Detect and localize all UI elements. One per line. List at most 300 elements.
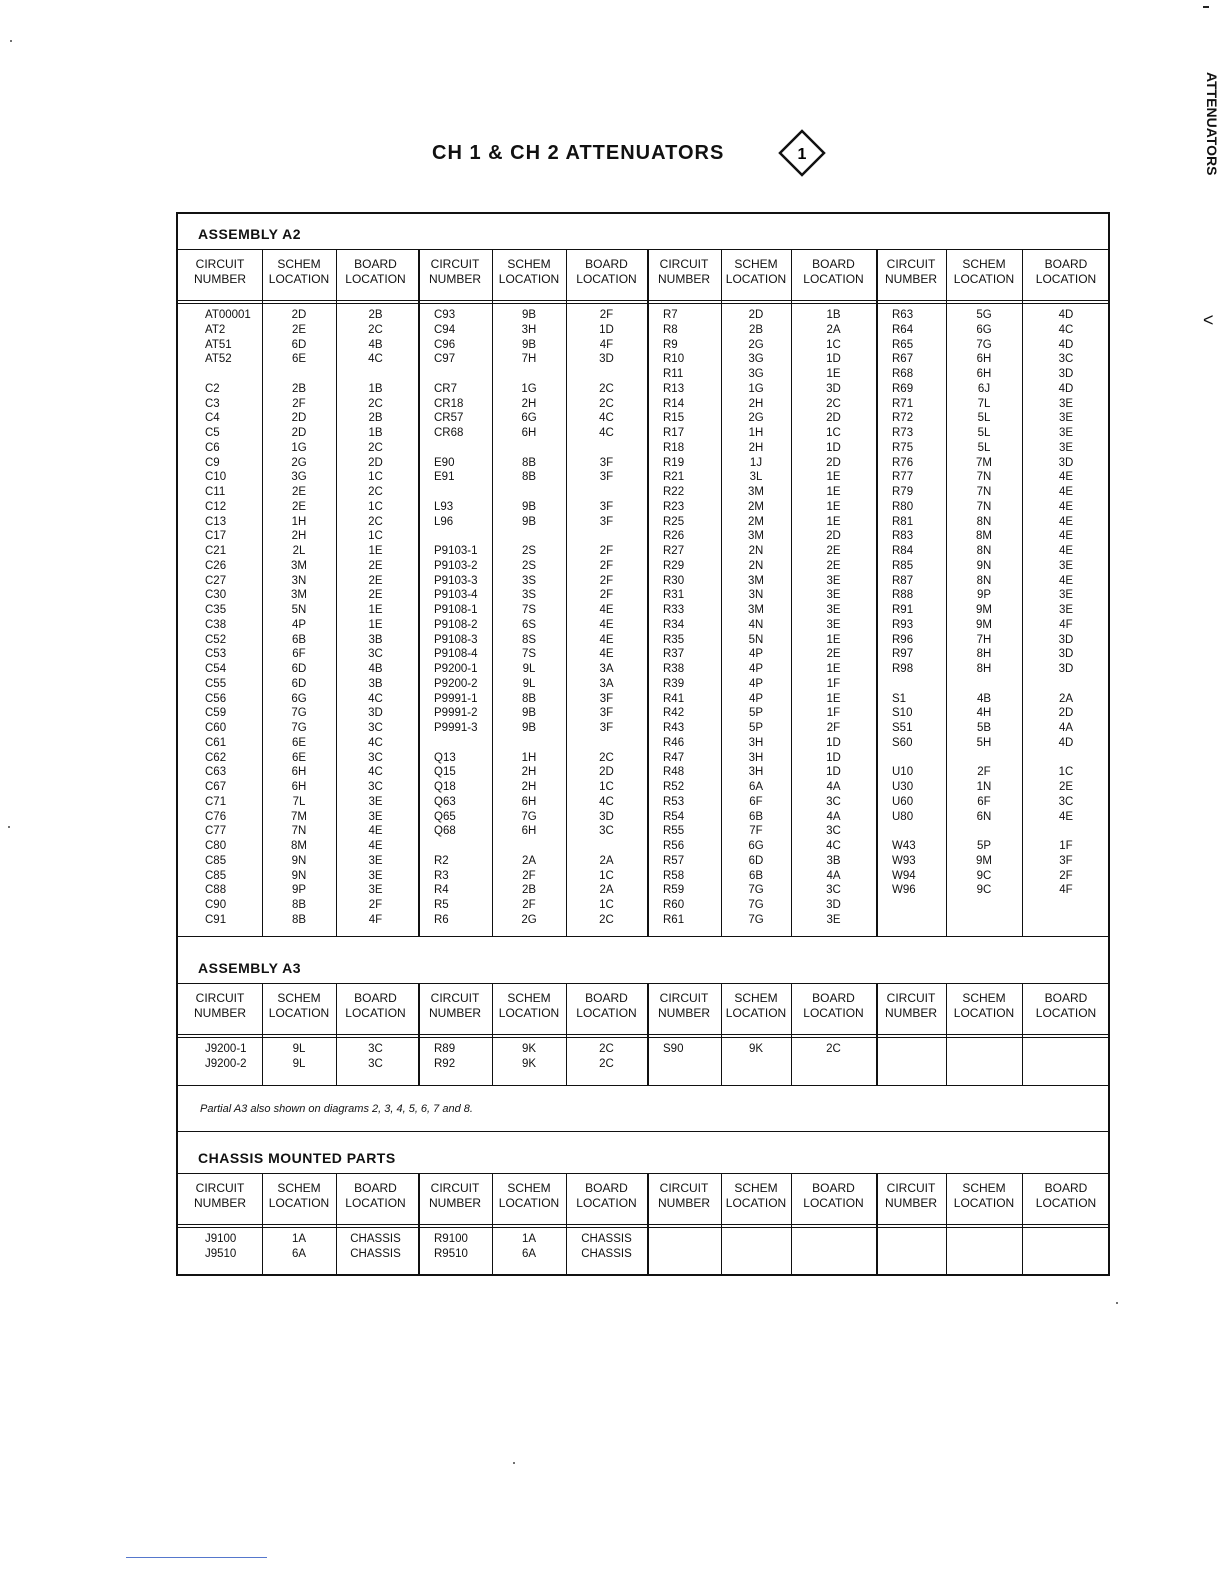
table-cell: 1E bbox=[826, 486, 841, 498]
table-cell: 3N bbox=[291, 574, 307, 587]
a3-header-rule bbox=[178, 1034, 1108, 1035]
table-cell: 4P bbox=[748, 692, 764, 705]
header-line-2: NUMBER bbox=[193, 1196, 246, 1210]
a3-group-1-board-column bbox=[336, 1042, 415, 1072]
table-cell: 3F bbox=[599, 500, 614, 513]
header-line-1: BOARD bbox=[812, 257, 855, 271]
table-cell: 7H bbox=[976, 633, 992, 646]
table-cell: C88 bbox=[205, 884, 227, 897]
a2-group-3-circuit-column bbox=[663, 308, 719, 928]
table-cell: 3S bbox=[521, 574, 537, 587]
table-cell: 6H bbox=[521, 795, 537, 808]
table-cell: 4H bbox=[976, 707, 992, 720]
table-cell: 1C bbox=[826, 427, 841, 439]
table-cell bbox=[566, 839, 647, 854]
table-cell: R79 bbox=[892, 486, 914, 498]
a3-title: ASSEMBLY A3 bbox=[198, 960, 302, 976]
table-cell: U10 bbox=[892, 766, 914, 779]
a2-group-3-schem-column bbox=[721, 308, 791, 928]
table-cell: 1B bbox=[368, 427, 383, 439]
table-cell: U30 bbox=[892, 781, 914, 793]
header-line-2: LOCATION bbox=[1035, 1196, 1097, 1210]
chassis-group-2-schem-column bbox=[492, 1232, 566, 1262]
table-cell: 6H bbox=[291, 766, 307, 779]
table-cell: 3E bbox=[368, 869, 383, 882]
table-cell: R60 bbox=[663, 899, 685, 911]
table-cell: C6 bbox=[205, 441, 220, 454]
table-cell: 4F bbox=[599, 338, 614, 351]
a3-header-board bbox=[1022, 991, 1110, 1021]
table-cell: C9 bbox=[205, 456, 220, 469]
table-cell: R5 bbox=[434, 899, 449, 911]
table-cell: 9N bbox=[976, 559, 992, 572]
header-line-1: BOARD bbox=[585, 257, 628, 271]
table-cell: 6J bbox=[977, 382, 991, 395]
table-cell: 9L bbox=[292, 1057, 306, 1070]
table-cell: R93 bbox=[892, 618, 914, 631]
table-cell: 1J bbox=[749, 456, 763, 469]
table-cell: 8H bbox=[976, 663, 992, 675]
table-cell: 4P bbox=[748, 677, 764, 690]
table-cell: 7N bbox=[291, 825, 307, 838]
table-cell: 3S bbox=[521, 589, 537, 602]
table-cell bbox=[946, 677, 1022, 692]
table-cell: 4E bbox=[1058, 486, 1074, 498]
table-cell bbox=[566, 367, 647, 382]
table-cell: 7F bbox=[749, 825, 763, 838]
table-cell: C54 bbox=[205, 663, 227, 675]
table-cell: R22 bbox=[663, 486, 685, 498]
table-cell: C5 bbox=[205, 427, 220, 439]
table-cell: 3M bbox=[748, 486, 764, 498]
table-cell: S51 bbox=[892, 722, 913, 734]
table-cell bbox=[262, 367, 336, 382]
table-cell: 3D bbox=[1058, 648, 1074, 661]
table-cell: 3E bbox=[368, 884, 383, 897]
table-cell: 1E bbox=[368, 545, 383, 557]
a3-header-board bbox=[791, 991, 876, 1021]
table-cell: 7S bbox=[521, 648, 537, 661]
table-cell: 6E bbox=[291, 751, 307, 764]
table-cell: 9L bbox=[522, 663, 536, 675]
chassis-header-rule bbox=[178, 1224, 1108, 1225]
table-cell: 6B bbox=[291, 633, 307, 646]
table-cell: C60 bbox=[205, 722, 227, 734]
header-line-2: LOCATION bbox=[725, 272, 787, 286]
table-cell: 4A bbox=[826, 781, 841, 793]
table-cell: 1E bbox=[826, 633, 841, 646]
table-cell: 6S bbox=[521, 618, 537, 631]
header-line-2: NUMBER bbox=[428, 1006, 481, 1020]
a2-header-board bbox=[791, 257, 876, 287]
header-line-2: LOCATION bbox=[345, 272, 406, 286]
table-cell: 2A bbox=[599, 854, 614, 867]
a2-group-4-board-column bbox=[1022, 308, 1110, 898]
table-cell: 4C bbox=[826, 840, 841, 852]
a3-header-circuit bbox=[178, 991, 262, 1021]
table-cell: P9200-2 bbox=[434, 677, 478, 690]
table-cell: 4E bbox=[1058, 545, 1074, 557]
table-cell: 3F bbox=[599, 707, 614, 720]
table-cell: 4A bbox=[826, 810, 841, 823]
table-cell bbox=[492, 367, 566, 382]
table-cell: C4 bbox=[205, 412, 220, 425]
a3-group-3-circuit-column bbox=[663, 1042, 719, 1057]
chassis-header-board bbox=[336, 1181, 415, 1211]
header-line-1: BOARD bbox=[354, 991, 397, 1005]
table-cell: R25 bbox=[663, 515, 685, 528]
table-cell: 2E bbox=[291, 486, 307, 498]
table-cell: 4D bbox=[1058, 736, 1074, 749]
table-cell: 9P bbox=[291, 884, 307, 897]
a2-header-rule bbox=[178, 300, 1108, 301]
a2-group-2-schem-column bbox=[492, 308, 566, 928]
table-cell: 3D bbox=[826, 899, 841, 911]
table-cell: 2C bbox=[599, 397, 614, 410]
a2-header-board bbox=[336, 257, 415, 287]
table-cell: C56 bbox=[205, 692, 227, 705]
table-cell: 9K bbox=[748, 1043, 764, 1055]
table-cell: 3F bbox=[599, 515, 614, 528]
header-line-1: CIRCUIT bbox=[886, 1181, 936, 1195]
table-cell: 3E bbox=[368, 810, 383, 823]
table-cell bbox=[492, 485, 566, 500]
table-cell: 1C bbox=[368, 500, 383, 513]
table-cell: 4E bbox=[1058, 574, 1074, 587]
a2-group-4-schem-column bbox=[946, 308, 1022, 898]
chassis-header-schem bbox=[492, 1181, 566, 1211]
header-line-2: NUMBER bbox=[428, 1196, 481, 1210]
table-cell: R72 bbox=[892, 412, 914, 425]
table-cell: P9108-2 bbox=[434, 618, 478, 631]
table-cell: C26 bbox=[205, 559, 227, 572]
table-cell: 3C bbox=[368, 1057, 383, 1070]
table-cell: 4E bbox=[599, 604, 614, 616]
a3-group-3-board-column bbox=[791, 1042, 876, 1057]
table-cell: 4C bbox=[368, 353, 383, 366]
table-cell: 4C bbox=[368, 692, 383, 705]
a3-group-2-schem-column bbox=[492, 1042, 566, 1072]
table-cell: R75 bbox=[892, 441, 914, 454]
table-cell: 3H bbox=[748, 766, 764, 779]
table-cell: 9M bbox=[976, 618, 992, 631]
table-cell: R73 bbox=[892, 427, 914, 439]
table-cell: 2E bbox=[826, 559, 841, 572]
header-line-1: SCHEM bbox=[962, 1181, 1006, 1195]
table-cell: R71 bbox=[892, 397, 914, 410]
a3-bottom-rule bbox=[178, 1085, 1108, 1086]
header-line-1: CIRCUIT bbox=[430, 1181, 480, 1195]
table-cell: R17 bbox=[663, 427, 685, 439]
header-line-2: LOCATION bbox=[345, 1006, 406, 1020]
chassis-header-board bbox=[566, 1181, 647, 1211]
table-cell: 5L bbox=[977, 441, 991, 454]
table-cell: R81 bbox=[892, 515, 914, 528]
a2-group-2-board-column bbox=[566, 308, 647, 928]
table-cell: 2E bbox=[368, 574, 383, 587]
a3-header-schem bbox=[492, 991, 566, 1021]
table-cell: 4A bbox=[826, 869, 841, 882]
table-cell: 2M bbox=[748, 515, 764, 528]
chassis-group-2-board-column bbox=[566, 1232, 647, 1262]
table-cell: 9N bbox=[291, 854, 307, 867]
table-cell: R38 bbox=[663, 663, 685, 675]
table-cell: R19 bbox=[663, 456, 685, 469]
table-cell: 1C bbox=[826, 338, 841, 351]
table-cell: 9L bbox=[292, 1043, 306, 1055]
table-cell: C62 bbox=[205, 751, 227, 764]
chassis-header-schem bbox=[721, 1181, 791, 1211]
header-line-1: SCHEM bbox=[734, 991, 778, 1005]
table-cell: 3G bbox=[748, 368, 764, 380]
table-cell: R9510 bbox=[434, 1247, 468, 1260]
header-line-2: NUMBER bbox=[657, 1006, 710, 1020]
table-cell: 2H bbox=[748, 441, 764, 454]
table-cell: R76 bbox=[892, 456, 914, 469]
table-cell: 3M bbox=[748, 604, 764, 616]
table-cell: 1C bbox=[368, 530, 383, 543]
table-cell: C21 bbox=[205, 545, 227, 557]
table-cell: 2A bbox=[599, 884, 614, 897]
table-cell: 8N bbox=[976, 515, 992, 528]
table-cell: 4N bbox=[748, 618, 764, 631]
a2-header-board bbox=[1022, 257, 1110, 287]
header-line-2: LOCATION bbox=[498, 1006, 560, 1020]
table-cell: 1E bbox=[826, 515, 841, 528]
table-cell: AT52 bbox=[205, 353, 232, 366]
table-cell: 8N bbox=[976, 574, 992, 587]
table-cell: C85 bbox=[205, 854, 227, 867]
table-cell: 3F bbox=[1059, 854, 1073, 867]
table-cell: 8M bbox=[976, 530, 992, 543]
table-cell: 3G bbox=[748, 353, 764, 366]
table-cell: R53 bbox=[663, 795, 685, 808]
chassis-title-rule bbox=[178, 1173, 1108, 1174]
a3-note: Partial A3 also shown on diagrams 2, 3, 4, 5, 6, 7 and 8. bbox=[200, 1103, 473, 1115]
table-cell: C2 bbox=[205, 382, 220, 395]
table-cell: R27 bbox=[663, 545, 685, 557]
table-cell: 3C bbox=[368, 1043, 383, 1055]
table-cell: P9108-1 bbox=[434, 604, 478, 616]
table-cell: R85 bbox=[892, 559, 914, 572]
table-cell: 3E bbox=[826, 618, 841, 631]
table-cell: 3E bbox=[826, 574, 841, 587]
header-line-1: SCHEM bbox=[507, 1181, 551, 1195]
header-line-2: LOCATION bbox=[1035, 1006, 1097, 1020]
chassis-header-rule bbox=[178, 1227, 1108, 1228]
table-cell bbox=[566, 485, 647, 500]
header-line-2: LOCATION bbox=[268, 272, 330, 286]
a3-header-board bbox=[336, 991, 415, 1021]
table-cell: 7G bbox=[748, 899, 764, 911]
table-cell: 2C bbox=[599, 382, 614, 395]
table-cell: 3C bbox=[826, 825, 841, 838]
table-cell: 2F bbox=[826, 722, 841, 734]
table-cell: 1A bbox=[291, 1233, 307, 1245]
table-cell: 6E bbox=[291, 736, 307, 749]
a2-header-rule bbox=[178, 303, 1108, 304]
table-cell bbox=[1022, 824, 1110, 839]
table-cell: 2G bbox=[748, 338, 764, 351]
table-cell: P9103-2 bbox=[434, 559, 478, 572]
table-cell bbox=[566, 736, 647, 751]
table-cell: R43 bbox=[663, 722, 685, 734]
table-cell: L96 bbox=[434, 515, 454, 528]
header-line-1: SCHEM bbox=[734, 257, 778, 271]
chassis-header-schem bbox=[262, 1181, 336, 1211]
table-cell: P9200-1 bbox=[434, 663, 478, 675]
table-cell: 1H bbox=[521, 751, 537, 764]
table-cell: 1E bbox=[368, 618, 383, 631]
a2-group-2-circuit-column bbox=[434, 308, 490, 928]
table-cell: R55 bbox=[663, 825, 685, 838]
header-line-2: LOCATION bbox=[803, 272, 864, 286]
table-cell: 2E bbox=[368, 559, 383, 572]
table-cell: 6E bbox=[291, 353, 307, 366]
a2-title-rule bbox=[178, 249, 1108, 250]
footer-rule bbox=[126, 1557, 267, 1558]
table-cell: R83 bbox=[892, 530, 914, 543]
a3-group-1-schem-column bbox=[262, 1042, 336, 1072]
table-cell: 3C bbox=[368, 751, 383, 764]
table-cell: C63 bbox=[205, 766, 227, 779]
table-cell: Q63 bbox=[434, 795, 456, 808]
table-cell: 3D bbox=[599, 810, 614, 823]
table-cell: 1A bbox=[521, 1233, 537, 1245]
table-cell: 4E bbox=[1058, 515, 1074, 528]
table-cell: 2D bbox=[291, 309, 307, 321]
table-cell: 7G bbox=[291, 722, 307, 734]
table-cell: S10 bbox=[892, 707, 913, 720]
a3-header-circuit bbox=[876, 991, 946, 1021]
header-line-1: BOARD bbox=[1044, 257, 1088, 271]
table-cell: 1C bbox=[599, 781, 614, 793]
table-cell: 2D bbox=[291, 412, 307, 425]
table-cell: 9N bbox=[291, 869, 307, 882]
table-cell: 6F bbox=[749, 795, 763, 808]
table-cell: 2D bbox=[291, 427, 307, 439]
table-cell: Q13 bbox=[434, 751, 456, 764]
table-cell: 4E bbox=[1058, 530, 1074, 543]
scan-dot bbox=[8, 826, 10, 828]
chassis-header-circuit bbox=[418, 1181, 492, 1211]
table-cell: 1F bbox=[1059, 840, 1073, 852]
table-cell: 2C bbox=[599, 1043, 614, 1055]
table-cell: 7L bbox=[292, 795, 306, 808]
table-cell: 2A bbox=[826, 323, 841, 336]
table-cell: P9991-3 bbox=[434, 722, 478, 734]
table-cell bbox=[566, 441, 647, 456]
table-cell: 7M bbox=[976, 456, 992, 469]
table-cell: C11 bbox=[205, 486, 226, 498]
header-line-2: NUMBER bbox=[193, 272, 246, 286]
table-cell: E90 bbox=[434, 456, 455, 469]
header-line-1: SCHEM bbox=[507, 257, 551, 271]
a2-header-board bbox=[566, 257, 647, 287]
table-cell: 2G bbox=[291, 456, 307, 469]
table-cell: 4C bbox=[599, 795, 614, 808]
table-cell: C55 bbox=[205, 677, 227, 690]
table-cell: 1D bbox=[826, 441, 841, 454]
table-cell: 8B bbox=[521, 471, 537, 484]
header-line-2: LOCATION bbox=[268, 1006, 330, 1020]
table-cell: 2F bbox=[599, 545, 614, 557]
table-cell: 3E bbox=[1058, 412, 1074, 425]
table-cell: R15 bbox=[663, 412, 685, 425]
a3-group-2-circuit-column bbox=[434, 1042, 490, 1072]
table-cell bbox=[492, 736, 566, 751]
table-cell: 2C bbox=[368, 515, 383, 528]
table-cell: R26 bbox=[663, 530, 685, 543]
table-cell: 3D bbox=[1058, 663, 1074, 675]
table-cell: 8B bbox=[291, 899, 307, 911]
table-cell: 3G bbox=[291, 471, 307, 484]
table-cell: 5L bbox=[977, 427, 991, 439]
chassis-group-2-circuit-column bbox=[434, 1232, 490, 1262]
header-line-2: LOCATION bbox=[576, 272, 637, 286]
table-cell bbox=[434, 367, 490, 382]
table-cell: R65 bbox=[892, 338, 914, 351]
table-cell: S1 bbox=[892, 692, 907, 705]
table-cell: 3E bbox=[1058, 427, 1074, 439]
table-cell: 1G bbox=[521, 382, 537, 395]
table-cell: 6G bbox=[521, 412, 537, 425]
table-cell bbox=[892, 824, 944, 839]
a3-header-schem bbox=[262, 991, 336, 1021]
table-cell: 1E bbox=[826, 500, 841, 513]
a2-column-divider bbox=[647, 249, 649, 936]
table-cell: 5N bbox=[291, 604, 307, 616]
table-cell: R56 bbox=[663, 840, 685, 852]
table-cell: R4 bbox=[434, 884, 449, 897]
header-line-2: LOCATION bbox=[953, 1196, 1015, 1210]
table-cell: 6H bbox=[521, 825, 537, 838]
table-cell: 2E bbox=[1058, 781, 1074, 793]
table-cell: C96 bbox=[434, 338, 456, 351]
table-cell: R2 bbox=[434, 854, 449, 867]
a2-header-schem bbox=[492, 257, 566, 287]
header-line-1: CIRCUIT bbox=[195, 991, 245, 1005]
table-cell: 7G bbox=[748, 913, 764, 926]
table-cell: C35 bbox=[205, 604, 227, 616]
table-cell: R6 bbox=[434, 913, 449, 926]
table-cell: 7N bbox=[976, 500, 992, 513]
header-line-2: LOCATION bbox=[725, 1196, 787, 1210]
table-cell: 1C bbox=[599, 899, 614, 911]
table-cell: 3E bbox=[1058, 441, 1074, 454]
a3-group-2-board-column bbox=[566, 1042, 647, 1072]
header-line-2: LOCATION bbox=[498, 272, 560, 286]
table-cell: 1D bbox=[599, 323, 614, 336]
table-cell: C91 bbox=[205, 913, 227, 926]
table-cell: 7N bbox=[976, 471, 992, 484]
table-cell: R52 bbox=[663, 781, 685, 793]
table-cell bbox=[434, 736, 490, 751]
table-cell: 3D bbox=[1058, 368, 1074, 380]
table-cell: 5P bbox=[976, 840, 992, 852]
header-line-2: LOCATION bbox=[803, 1196, 864, 1210]
corner-mark bbox=[1203, 6, 1209, 8]
table-cell: 3D bbox=[368, 707, 383, 720]
header-line-1: CIRCUIT bbox=[430, 257, 480, 271]
table-cell: 1N bbox=[976, 781, 992, 793]
header-line-1: BOARD bbox=[585, 991, 628, 1005]
table-cell: 5B bbox=[976, 722, 992, 734]
table-cell: C76 bbox=[205, 810, 227, 823]
table-cell: W93 bbox=[892, 854, 916, 867]
table-cell: 2D bbox=[368, 456, 383, 469]
diagram-number: 1 bbox=[797, 146, 807, 163]
